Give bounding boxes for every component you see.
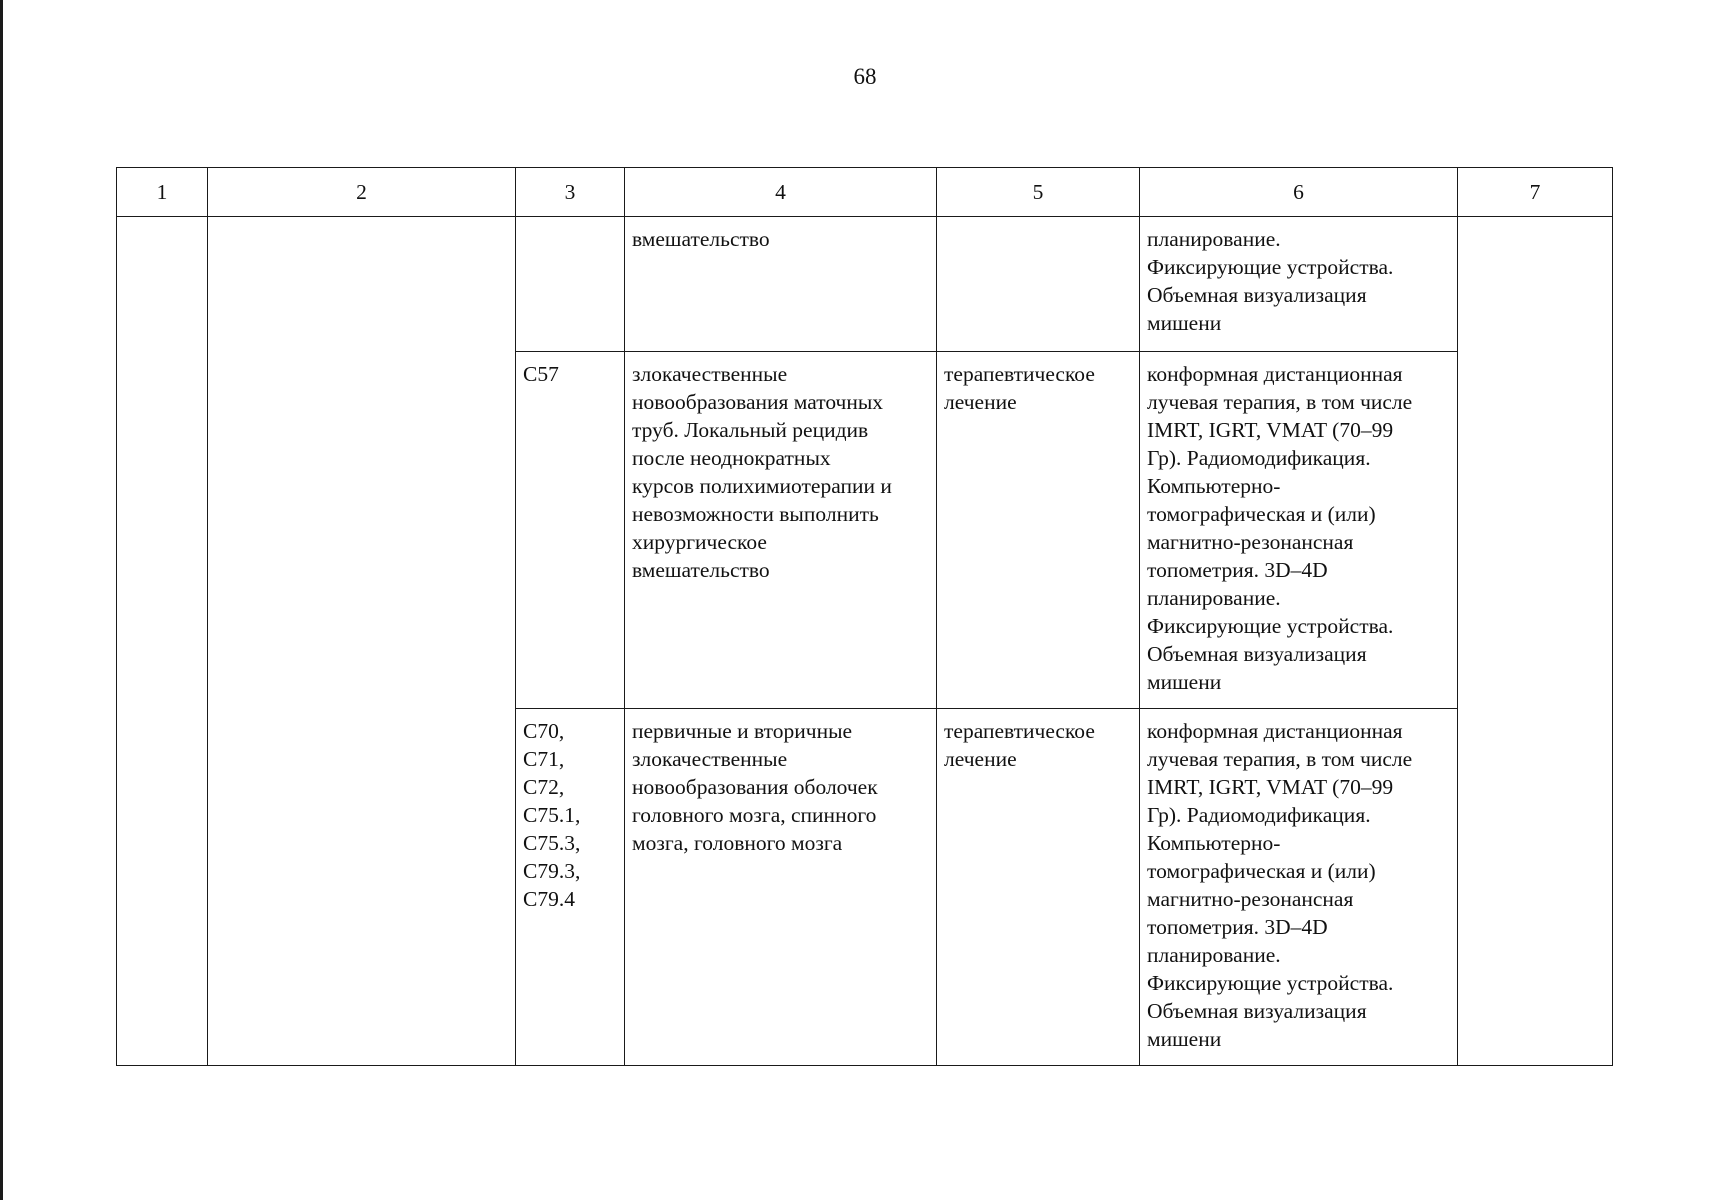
treatment-cell xyxy=(937,217,1140,352)
table-row xyxy=(117,217,1613,352)
header-cell: 1 xyxy=(117,168,208,217)
column-1-cell xyxy=(117,217,208,1066)
treatment-cell: терапевтическое лечение xyxy=(937,709,1140,1066)
column-7-cell xyxy=(1458,217,1613,1066)
column-2-cell xyxy=(208,217,516,1066)
method-cell: планирование. Фиксирующие устройства. Объемная визуализация мишени xyxy=(1140,217,1458,352)
header-cell: 5 xyxy=(937,168,1140,217)
page-number: 68 xyxy=(853,64,877,89)
codes-cell: C70, C71, C72, C75.1, C75.3, C79.3, C79.4 xyxy=(516,709,625,1066)
method-cell: конформная дистанционная лучевая терапия, в том числе IMRT, IGRT, VMAT (70–99 Гр). Радиомодификация. Компьютерно- томографическая и (или) магнитно-резонансная топометрия. 3D–4D планирование. Фиксирующие устройства. Объемная визуализация мишени xyxy=(1140,352,1458,709)
treatment-cell: терапевтическое лечение xyxy=(937,352,1140,709)
header-cell: 2 xyxy=(208,168,516,217)
header-cell: 3 xyxy=(516,168,625,217)
description-cell: вмешательство xyxy=(625,217,937,352)
codes-cell xyxy=(516,217,625,352)
description-cell: злокачественные новообразования маточных труб. Локальный рецидив после неоднократных курсов полихимиотерапии и невозможности выполнить хирургическое вмешательство xyxy=(625,352,937,709)
page-edge-shadow xyxy=(0,0,3,1200)
method-cell: конформная дистанционная лучевая терапия, в том числе IMRT, IGRT, VMAT (70–99 Гр). Радиомодификация. Компьютерно- томографическая и (или) магнитно-резонансная топометрия. 3D–4D планирование. Фиксирующие устройства. Объемная визуализация мишени xyxy=(1140,709,1458,1066)
header-cell: 7 xyxy=(1458,168,1613,217)
codes-cell: C57 xyxy=(516,352,625,709)
description-cell: первичные и вторичные злокачественные новообразования оболочек головного мозга, спинного мозга, головного мозга xyxy=(625,709,937,1066)
data-table xyxy=(116,167,1613,1066)
table-header-row xyxy=(117,168,1613,217)
header-cell: 4 xyxy=(625,168,937,217)
header-cell: 6 xyxy=(1140,168,1458,217)
